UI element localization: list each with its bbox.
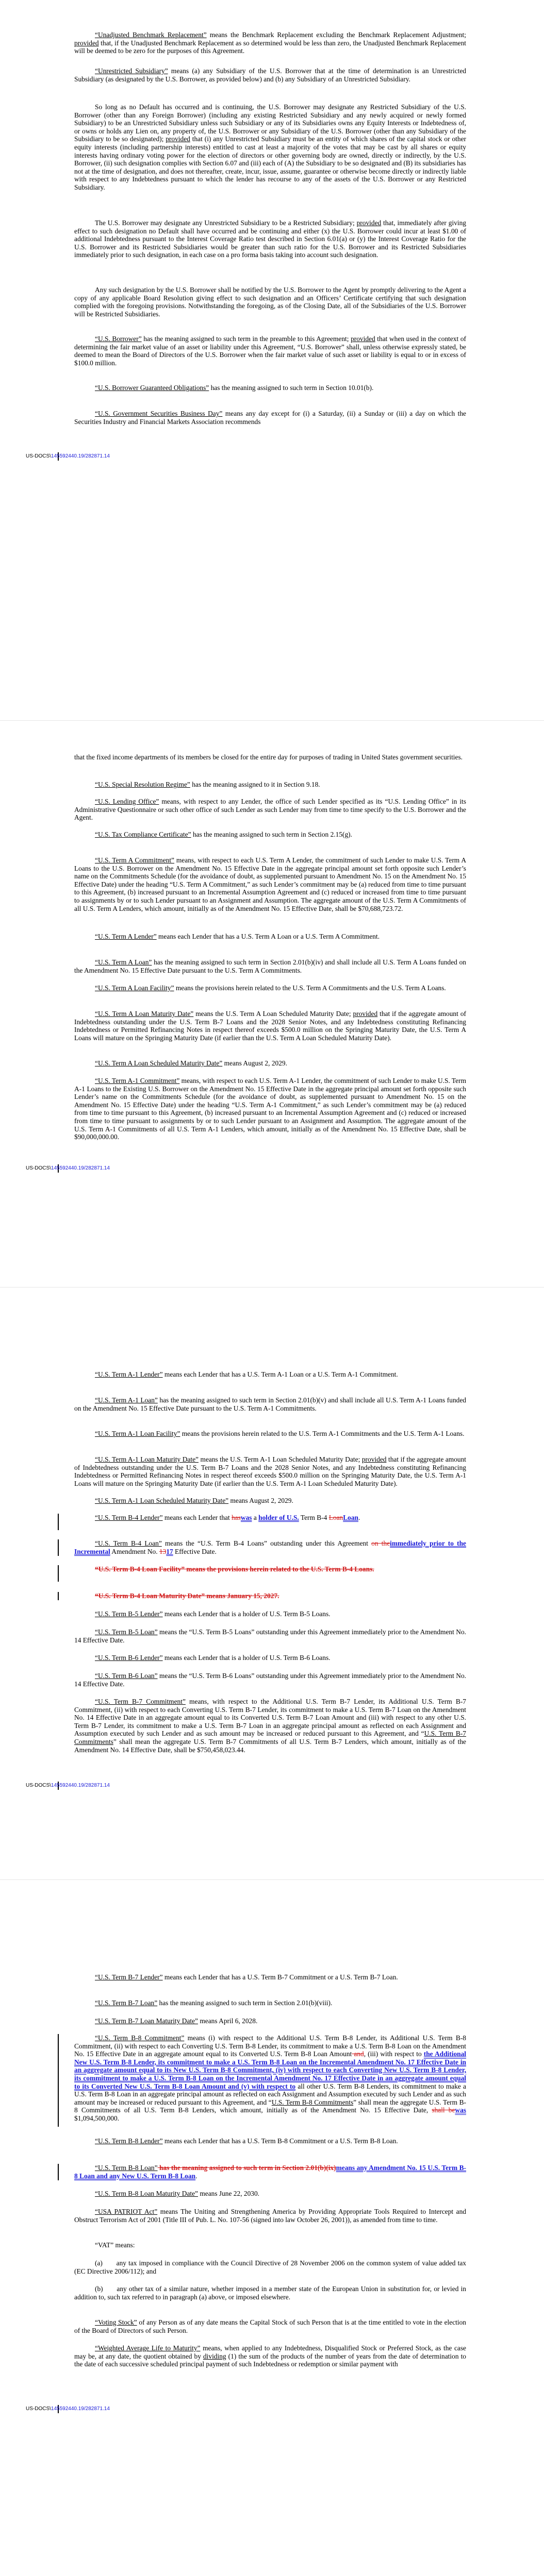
def-term-a1-maturity — [74, 1455, 466, 1487]
text: means the provisions herein related to the U.S. Term A Commitments and the U.S. Term A Loans. — [174, 984, 446, 992]
term: “U.S. Term B-7 Commitment” — [95, 1698, 186, 1705]
text: has the meaning assigned to such term in Section 2.01(b)(v) and shall include all U.S. Term A-1 Loans funded on the Amendment No. 15 Effective Date pursuant to the U.S. Term A-1 Commitments. — [74, 1396, 466, 1412]
term: “U.S. Term A Loan” — [95, 958, 152, 966]
page-4 — [0, 1880, 544, 2576]
text: that the fixed income departments of its members be closed for the entire day for purposes of trading in United States government securities. — [74, 753, 463, 761]
term: “Weighted Average Life to Maturity” — [95, 2344, 201, 2352]
deleted-text: Loan — [328, 1514, 343, 1521]
text: means (i) with respect to the Additional U.S. Term B-8 Lender, its Additional U.S. Term B-8 Commitment, (ii) with respect to each Converting U.S. Term B-8 Lender, its commitment to make a U.S. Term B-8 Loan on the Amendment No. 15 Effective Date in an aggregate amount equal to its Converted U.S. Term B-8 Loan Amount — [74, 2034, 466, 2058]
inserted-text: immediately prior to the Incremental — [74, 1539, 466, 1555]
term: “U.S. Term B-5 Loan” — [95, 1628, 158, 1636]
text: dividing — [203, 2352, 226, 2360]
def-term-a1-commitment — [74, 1077, 466, 1141]
footer-id: 145592440. — [51, 1165, 78, 1171]
change-bar — [58, 2034, 59, 2127]
text: provided — [353, 1010, 378, 1018]
def-term-a-scheduled-maturity — [74, 1059, 466, 1067]
continued-text — [74, 753, 466, 761]
def-term-b8-commitment — [74, 2034, 466, 2123]
term: “U.S. Term B-8 Lender” — [95, 2137, 163, 2145]
footer-prefix: US-DOCS\ — [26, 1783, 51, 1788]
term: “U.S. Term A-1 Loan Scheduled Maturity Date” — [95, 1497, 229, 1504]
deleted-text: shall be — [432, 2106, 455, 2114]
text: all other U.S. Term B-8 Lenders, its commitment to make a U.S. Term B-8 Loan in an aggregate principal amount as reflected on each Assignment and Assumption executed by such Lender and as such amount may be increased or reduced pursuant to this Agreement, and “ — [74, 2082, 466, 2106]
def-weighted-average-life — [74, 2344, 466, 2368]
text: has the meaning assigned to such term in Section 10.01(b). — [209, 384, 374, 392]
def-term-b4-loan — [74, 1539, 466, 1555]
def-term-b6-lender — [74, 1654, 466, 1662]
term: “U.S. Term A Loan Scheduled Maturity Date” — [95, 1059, 223, 1067]
text: means each Lender that has a U.S. Term B-8 Commitment or a U.S. Term B-8 Loan. — [162, 2137, 398, 2145]
footer-prefix: US-DOCS\ — [26, 453, 51, 459]
text: means the “U.S. Term B-6 Loans” outstanding under this Agreement immediately prior to the Amendment No. 14 Effective Date. — [74, 1672, 466, 1688]
inserted-text: holder of U.S. — [258, 1514, 299, 1521]
text: means any day except for (i) a Saturday, (ii) a Sunday or (iii) a day on which the Securities Industry and Financial Markets Association recommends — [74, 410, 466, 426]
term: “U.S. Term A-1 Commitment” — [95, 1077, 180, 1084]
text: has the meaning assigned to such term in Section 2.15(g). — [191, 831, 352, 838]
def-term-b7-maturity — [74, 2017, 466, 2025]
text: Effective Date. — [173, 1547, 217, 1555]
def-term-b7-loan — [74, 1999, 466, 2007]
inserted-text: was — [455, 2106, 466, 2114]
term: “U.S. Tax Compliance Certificate” — [95, 831, 191, 838]
text: The U.S. Borrower may designate any Unrestricted Subsidiary to be a Restricted Subsidiary; — [95, 219, 357, 227]
text: that if the aggregate amount of Indebtedness outstanding under the U.S. Term B-7 Loans and the 2028 Senior Notes, and any Indebtedness constituting Refinancing Indebtedness or Permitted Refinancing Notes in respect thereof exceeds $500.0 million on the Springing Maturity Date, the U.S. Term A-1 Loans will mature on the Springing Maturity Date (if earlier than the U.S. Term A-1 Loan Scheduled Maturity Date). — [74, 1455, 467, 1487]
term: “U.S. Term A-1 Lender” — [95, 1370, 163, 1378]
text: Term B-4 — [299, 1514, 329, 1521]
page-3 — [0, 1288, 544, 1958]
page-footer — [26, 1165, 110, 1171]
footer-prefix: US-DOCS\ — [26, 1165, 51, 1171]
footer-prefix: US-DOCS\ — [26, 2406, 51, 2412]
term: “U.S. Term B-6 Loan” — [95, 1672, 158, 1680]
page-footer — [26, 1783, 110, 1788]
text: $1,094,500,000. — [74, 2114, 120, 2122]
term: “U.S. Term B-7 Loan” — [95, 1999, 158, 2007]
text: means April 6, 2028. — [198, 2017, 258, 2025]
term: “U.S. Term A Loan Maturity Date” — [95, 1010, 194, 1018]
text: has the meaning assigned to such term in Section 2.01(b)(iv) and shall include all U.S. Term A Loans funded on the Amendment No. 15 Effective Date pursuant to the U.S. Term A Commitments. — [74, 958, 466, 974]
text: has the meaning assigned to it in Section 9.18. — [190, 781, 320, 788]
text: means the U.S. Term A-1 Loan Scheduled Maturity Date; — [198, 1455, 362, 1463]
text: means The Uniting and Strengthening America by Providing Appropriate Tools Required to Intercept and Obstruct Terrorism Act of 2001 (Title III of Pub. L. No. 107-56 (signed into law October 26, 2001)), as amended from time to time. — [74, 2208, 466, 2224]
deleted-text: “U.S. Term B-4 Loan Maturity Date” means January 15, 2027. — [95, 1592, 279, 1600]
def-us-special-resolution — [74, 781, 466, 789]
footer-version: 19/282871.14 — [78, 2406, 110, 2412]
def-us-tax-compliance — [74, 831, 466, 839]
def-vat — [74, 2241, 466, 2249]
term: “U.S. Term B-4 Loan” — [95, 1539, 162, 1547]
page-1 — [0, 0, 544, 721]
term: “U.S. Term B-5 Lender” — [95, 1610, 163, 1618]
text: means the “U.S. Term B-5 Loans” outstanding under this Agreement immediately prior to the Amendment No. 14 Effective Date. — [74, 1628, 466, 1644]
text: So long as no Default has occurred and is continuing, the U.S. Borrower may designate any Restricted Subsidiary of the U.S. Borrower (other than any Foreign Borrower) (including any existing Restricted Subsidiary and any newly acquired or newly formed Subsidiary) to be an Unrestricted Subsidiary unless such Subsidiary or any of its Subsidiaries owns any Equity Interests or Indebtedness of, or owns or holds any Lien on, any property of, the U.S. Borrower or any Subsidiary of the U.S. Borrower (other than any Subsidiary of the Subsidiary to be so designated); — [74, 103, 466, 143]
def-usa-patriot-act — [74, 2208, 466, 2224]
text: that when used in the context of determining the fair market value of an asset or liability under this Agreement, “U.S. Borrower” shall, unless otherwise expressly stated, be deemed to mean the Board of Directors of the U.S. Borrower when the fair market value of such asset or liability is equal to or in excess of $100.0 million. — [74, 335, 466, 367]
term: “Unrestricted Subsidiary” — [95, 67, 168, 75]
term: “U.S. Term A-1 Loan Maturity Date” — [95, 1455, 199, 1463]
def-term-b6-loan — [74, 1672, 466, 1688]
text: , (iii) with respect to — [364, 2050, 424, 2058]
text: means August 2, 2029. — [228, 1497, 293, 1504]
page-footer — [26, 2406, 110, 2412]
text: provided — [356, 219, 382, 227]
para-redesignation — [74, 219, 466, 259]
footer-version: 19/282871.14 — [78, 453, 110, 459]
def-term-a1-lender — [74, 1370, 466, 1379]
text: means each Lender that is a holder of U.S. Term B-6 Loans. — [162, 1654, 331, 1662]
footer-version: 19/282871.14 — [78, 1165, 110, 1171]
term: “U.S. Term A-1 Loan” — [95, 1396, 158, 1404]
term: “U.S. Borrower Guaranteed Obligations” — [95, 384, 209, 392]
term: “U.S. Term B-8 Commitment” — [95, 2034, 185, 2042]
footer-id: 145592440. — [51, 2406, 78, 2412]
text: Amendment No. — [110, 1547, 159, 1555]
def-us-gov-securities-day — [74, 410, 466, 426]
change-bar — [58, 1565, 59, 1582]
text: that if the aggregate amount of Indebtedness outstanding under the U.S. Term B-7 Loans and the 2028 Senior Notes, and any Indebtedness constituting Refinancing Indebtedness or Permitted Refinancing Notes in respect thereof exceeds $500.0 million on the Springing Maturity Date, the U.S. Term A Loans will mature on the Springing Maturity Date (if earlier than the U.S. Term A Loan Scheduled Maturity Date). — [74, 1010, 466, 1042]
term: “U.S. Term A Commitment” — [95, 856, 175, 864]
term: “U.S. Term B-8 Loan” — [95, 2164, 158, 2172]
def-term-b4-loan-facility-deleted — [74, 1565, 466, 1573]
inserted-text: the Additional New U.S. Term B-8 Lender, its commitment to make a U.S. Term B-8 Loan on the Incremental Amendment No. 17 Effective Date in an aggregate amount equal to its New U.S. Term B-8 Commitment, (iv) with respect to each Converting New U.S. Term B-8 Lender, its commitment to make a U.S. Term B-8 Loan on the Incremental Amendment No. 17 Effective Date in an aggregate amount equal to its Converted New U.S. Term B-8 Loan Amount and (v) with respect to — [74, 2050, 466, 2090]
term: “U.S. Term B-7 Lender” — [95, 1973, 163, 1981]
def-us-lending-office — [74, 798, 466, 822]
text: means each Lender that has a U.S. Term B-7 Commitment or a U.S. Term B-7 Loan. — [162, 1973, 398, 1981]
term: “U.S. Term A Loan Facility” — [95, 984, 174, 992]
text: provided — [166, 135, 190, 143]
def-term-a1-scheduled-maturity — [74, 1497, 466, 1505]
text: means (a) any Subsidiary of the U.S. Borrower that at the time of determination is an Unrestricted Subsidiary (as designated by the U.S. Borrower, as provided below) and (b) any Subsidiary of an Unrestricted Subsidiary. — [74, 67, 466, 83]
def-term-a-loan — [74, 958, 466, 974]
text: of any Person as of any date means the Capital Stock of such Person that is at the time entitled to vote in the election of the Board of Directors of such Person. — [74, 2318, 466, 2334]
def-voting-stock — [74, 2318, 466, 2334]
def-term-b7-commitment — [74, 1698, 466, 1754]
inserted-text: 17 — [166, 1547, 173, 1555]
deleted-text: has the meaning assigned to such term in Section 2.01(b)(ix) — [157, 2164, 336, 2172]
text: (b) any other tax of a similar nature, whether imposed in a member state of the European Union in substitution for, or levied in addition to, such tax referred to in paragraph (a) above, or imposed elsewhere. — [74, 2285, 466, 2301]
change-bar — [58, 1514, 59, 1530]
text: means each Lender that has a U.S. Term A-1 Loan or a U.S. Term A-1 Commitment. — [162, 1370, 398, 1378]
term: “U.S. Term B-4 Lender” — [95, 1514, 163, 1521]
para-designation — [74, 103, 466, 192]
footer-id: 145592440. — [51, 1783, 78, 1788]
text: that, immediately after giving effect to such designation no Default shall have occurred and be continuing and either (x) the U.S. Borrower could incur at least $1.00 of additional Indebtedness pursuant to the Interest Coverage Ratio test described in Section 6.01(a) or (y) the Interest Coverage Ratio for the U.S. Borrower and its Restricted Subsidiaries would be greater than such ratio for the U.S. Borrower and its Restricted Subsidiaries immediately prior to such designation, in each case on a pro forma basis taking into account such designation. — [74, 219, 467, 259]
def-term-b5-lender — [74, 1610, 466, 1618]
term: U.S. Term B-7 Commitments — [74, 1730, 466, 1745]
vat-clause-a — [74, 2259, 466, 2275]
def-term-a-loan-facility — [74, 984, 466, 992]
text: ” shall mean the aggregate U.S. Term B-7 Commitments of all U.S. Term B-7 Lenders, which amount, initially as of the Amendment No. 14 Effective Date, shall be $750,458,023.44. — [74, 1737, 466, 1754]
para-notification — [74, 286, 466, 318]
footer-version: 19/282871.14 — [78, 1783, 110, 1788]
page-break — [0, 1879, 544, 1880]
deleted-text: 13 — [159, 1547, 167, 1555]
text: that (i) any Unrestricted Subsidiary must be an entity of which shares of the capital stock or other equity interests (including partnership interests) entitled to cast at least a majority of the votes that may be cast by all shares or equity interests having ordinary voting power for the election of directors or other governing body are owned, directly or indirectly, by the U.S. Borrower, (ii) such designation complies with Section 6.07 and (iii) each of (A) the Subsidiary to be so designated and (B) its subsidiaries has not at the time of designation, and does not thereafter, create, incur, issue, assume, guarantee or otherwise become directly or indirectly liable with respect to any Indebtedness pursuant to which the lender has recourse to any of the assets of the U.S. Borrower or any Restricted Subsidiary. — [74, 135, 466, 191]
term: “USA PATRIOT Act” — [95, 2208, 158, 2215]
text: means the “U.S. Term B-4 Loans” outstanding under this Agreement — [161, 1539, 372, 1547]
term: U.S. Term B-8 Commitments — [271, 2098, 354, 2106]
def-term-a-maturity — [74, 1010, 466, 1042]
term: “U.S. Lending Office” — [95, 798, 159, 805]
change-bar — [58, 1539, 59, 1556]
def-term-b4-lender — [74, 1514, 466, 1522]
def-term-a-lender — [74, 933, 466, 941]
deleted-text: on the — [371, 1539, 390, 1547]
text: means the U.S. Term A Loan Scheduled Maturity Date; — [193, 1010, 353, 1018]
def-term-b4-maturity-deleted — [74, 1592, 466, 1600]
page-break — [0, 720, 544, 721]
def-term-b7-lender — [74, 1973, 466, 1981]
text: that, if the Unadjusted Benchmark Replacement as so determined would be less than zero, the Unadjusted Benchmark Replacement will be deemed to be zero for the purposes of this Agreement. — [74, 39, 466, 55]
def-term-b8-lender — [74, 2137, 466, 2145]
text: means August 2, 2029. — [222, 1059, 287, 1067]
term: “U.S. Term B-6 Lender” — [95, 1654, 163, 1662]
text: means the Benchmark Replacement excluding the Benchmark Replacement Adjustment; — [206, 31, 466, 39]
footer-id: 145592440. — [51, 453, 78, 459]
term: “U.S. Special Resolution Regime” — [95, 781, 190, 788]
term: “Voting Stock” — [95, 2318, 137, 2326]
def-us-borrower-guaranteed — [74, 384, 466, 392]
inserted-text: was — [240, 1514, 252, 1521]
text: means each Lender that — [162, 1514, 232, 1521]
inserted-text: Loan — [343, 1514, 358, 1521]
def-term-b8-maturity — [74, 2190, 466, 2198]
def-term-b8-loan — [74, 2164, 466, 2180]
text: a — [252, 1514, 259, 1521]
text: means the provisions herein related to the U.S. Term A-1 Commitments and the U.S. Term A-1 Loans. — [180, 1430, 465, 1437]
text: means June 22, 2030. — [198, 2190, 260, 2197]
deleted-text: and — [352, 2050, 364, 2058]
change-bar — [58, 2164, 59, 2180]
inserted-text: means any Amendment No. 15 U.S. Term B-8 Loan and any New U.S. Term B-8 Loan — [74, 2164, 466, 2180]
text: means each Lender that is a holder of U.S. Term B-5 Loans. — [162, 1610, 331, 1618]
term: “U.S. Term B-8 Loan Maturity Date” — [95, 2190, 198, 2197]
text: provided — [74, 39, 99, 47]
term: “Unadjusted Benchmark Replacement” — [95, 31, 207, 39]
text: means, when applied to any Indebtedness, Disqualified Stock or Preferred Stock, as the case may be, at any date, the quotient obtained by — [74, 2344, 466, 2360]
deleted-text: has — [232, 1514, 241, 1521]
page-footer — [26, 453, 110, 459]
term: “U.S. Government Securities Business Day” — [95, 410, 223, 417]
text: . — [195, 2172, 197, 2180]
deleted-text: “U.S. Term B-4 Loan Facility” means the provisions herein related to the U.S. Term B-4 Loans. — [95, 1565, 374, 1573]
term: “U.S. Term A Lender” — [95, 933, 157, 940]
text: has the meaning assigned to such term in the preamble to this Agreement; — [141, 335, 351, 343]
def-term-a1-loan-facility — [74, 1430, 466, 1438]
def-term-a-commitment — [74, 856, 466, 912]
text: (a) any tax imposed in compliance with the Council Directive of 28 November 2006 on the common system of value added tax (EC Directive 2006/112); and — [74, 2259, 466, 2275]
text: provided — [361, 1455, 387, 1463]
term: “U.S. Borrower” — [95, 335, 142, 343]
text: has the meaning assigned to such term in Section 2.01(b)(viii). — [157, 1999, 333, 2007]
term: “U.S. Term B-7 Loan Maturity Date” — [95, 2017, 198, 2025]
def-unrestricted-subsidiary — [74, 67, 466, 83]
text: provided — [351, 335, 375, 343]
text: means, with respect to any Lender, the office of such Lender specified as its “U.S. Lending Office” in its Administrative Questionnaire or such other office of such Lender as such Lender may from time to time specify to the U.S. Borrower and the Agent. — [74, 798, 466, 822]
text: means: — [113, 2241, 135, 2249]
text: (1) the sum of the products of the number of years from the date of determination to the date of each successive scheduled principal payment of such Indebtedness or redemption or similar payment with — [74, 2352, 466, 2368]
term: “U.S. Term A-1 Loan Facility” — [95, 1430, 180, 1437]
def-term-b5-loan — [74, 1628, 466, 1644]
text: Any such designation by the U.S. Borrower shall be notified by the U.S. Borrower to the Agent by promptly delivering to the Agent a copy of any applicable Board Resolution giving effect to such designation and an Officers’ Certificate certifying that such designation complied with the foregoing provisions. Notwithstanding the foregoing, as of the Closing Date, all of the Subsidiaries of the U.S. Borrower will be Restricted Subsidiaries. — [74, 286, 466, 318]
text: means, with respect to each U.S. Term A Lender, the commitment of such Lender to make U.S. Term A Loans to the U.S. Borrower on the Amendment No. 15 Effective Date in the aggregate principal amount set forth opposite such Lender’s name on the Commitments Schedule (for the avoidance of doubt, as supplemented pursuant to Amendment No. 15 on the Amendment No. 15 Effective Date) under the heading “U.S. Term A Commitment,” as such Lender’s commitment may be (a) reduced from time to time pursuant to this Agreement, (b) increased pursuant to an Incremental Assumption Agreement and (c) reduced or increased from time to time pursuant to assignments by or to such Lender pursuant to an Assignment and Assumption. The aggregate amount of the U.S. Term A Commitments of all U.S. Term A Lenders, which amount, initially as of the Amendment No. 15 Effective Date, shall be $70,688,723.72. — [74, 856, 467, 912]
def-unadjusted-benchmark — [74, 31, 466, 55]
text: means each Lender that has a U.S. Term A Loan or a U.S. Term A Commitment. — [156, 933, 380, 940]
def-term-a1-loan — [74, 1396, 466, 1412]
change-bar — [58, 1592, 59, 1600]
vat-clause-b — [74, 2285, 466, 2301]
def-us-borrower — [74, 335, 466, 367]
term: “VAT” — [95, 2241, 114, 2249]
text: means, with respect to each U.S. Term A-1 Lender, the commitment of such Lender to make U.S. Term A-1 Loans to the Existing U.S. Borrower on the Amendment No. 15 Effective Date in the aggregate principal amount set forth opposite such Lender’s name on the Commitments Schedule (for the avoidance of doubt, as supplemented pursuant to Amendment No. 15 on the Amendment No. 15 Effective Date) under the heading “U.S. Term A-1 Commitment,” as such Lender’s commitment may be (a) reduced from time to time pursuant to this Agreement, (b) increased pursuant to an Incremental Assumption Agreement and (c) reduced or increased from time to time pursuant to assignments by or to such Lender pursuant to an Assignment and Assumption. The aggregate amount of the U.S. Term A-1 Commitments of all U.S. Term A-1 Lenders, which amount, initially as of the Amendment No. 15 Effective Date, shall be $90,000,000.00. — [74, 1077, 466, 1141]
text: ” shall mean the aggregate U.S. Term B-8 Commitments of all U.S. Term B-8 Lenders, which amount, initially as of the Amendment No. 15 Effective Date, — [74, 2098, 466, 2114]
text: . — [358, 1514, 360, 1521]
text: means, with respect to the Additional U.S. Term B-7 Lender, its Additional U.S. Term B-7 Commitment, (ii) with respect to each Converting U.S. Term B-7 Lender, its commitment to make a U.S. Term B-7 Loan on the Amendment No. 14 Effective Date in an aggregate amount equal to its Converted U.S. Term B-7 Loan Amount and (iii) with respect to any other U.S. Term B-7 Lender, its commitment to make a U.S. Term B-7 Loan in an aggregate principal amount as reflected on each Assignment and Assumption executed by such Lender and as such amount may be increased or reduced pursuant to this Agreement, and “ — [74, 1698, 466, 1738]
